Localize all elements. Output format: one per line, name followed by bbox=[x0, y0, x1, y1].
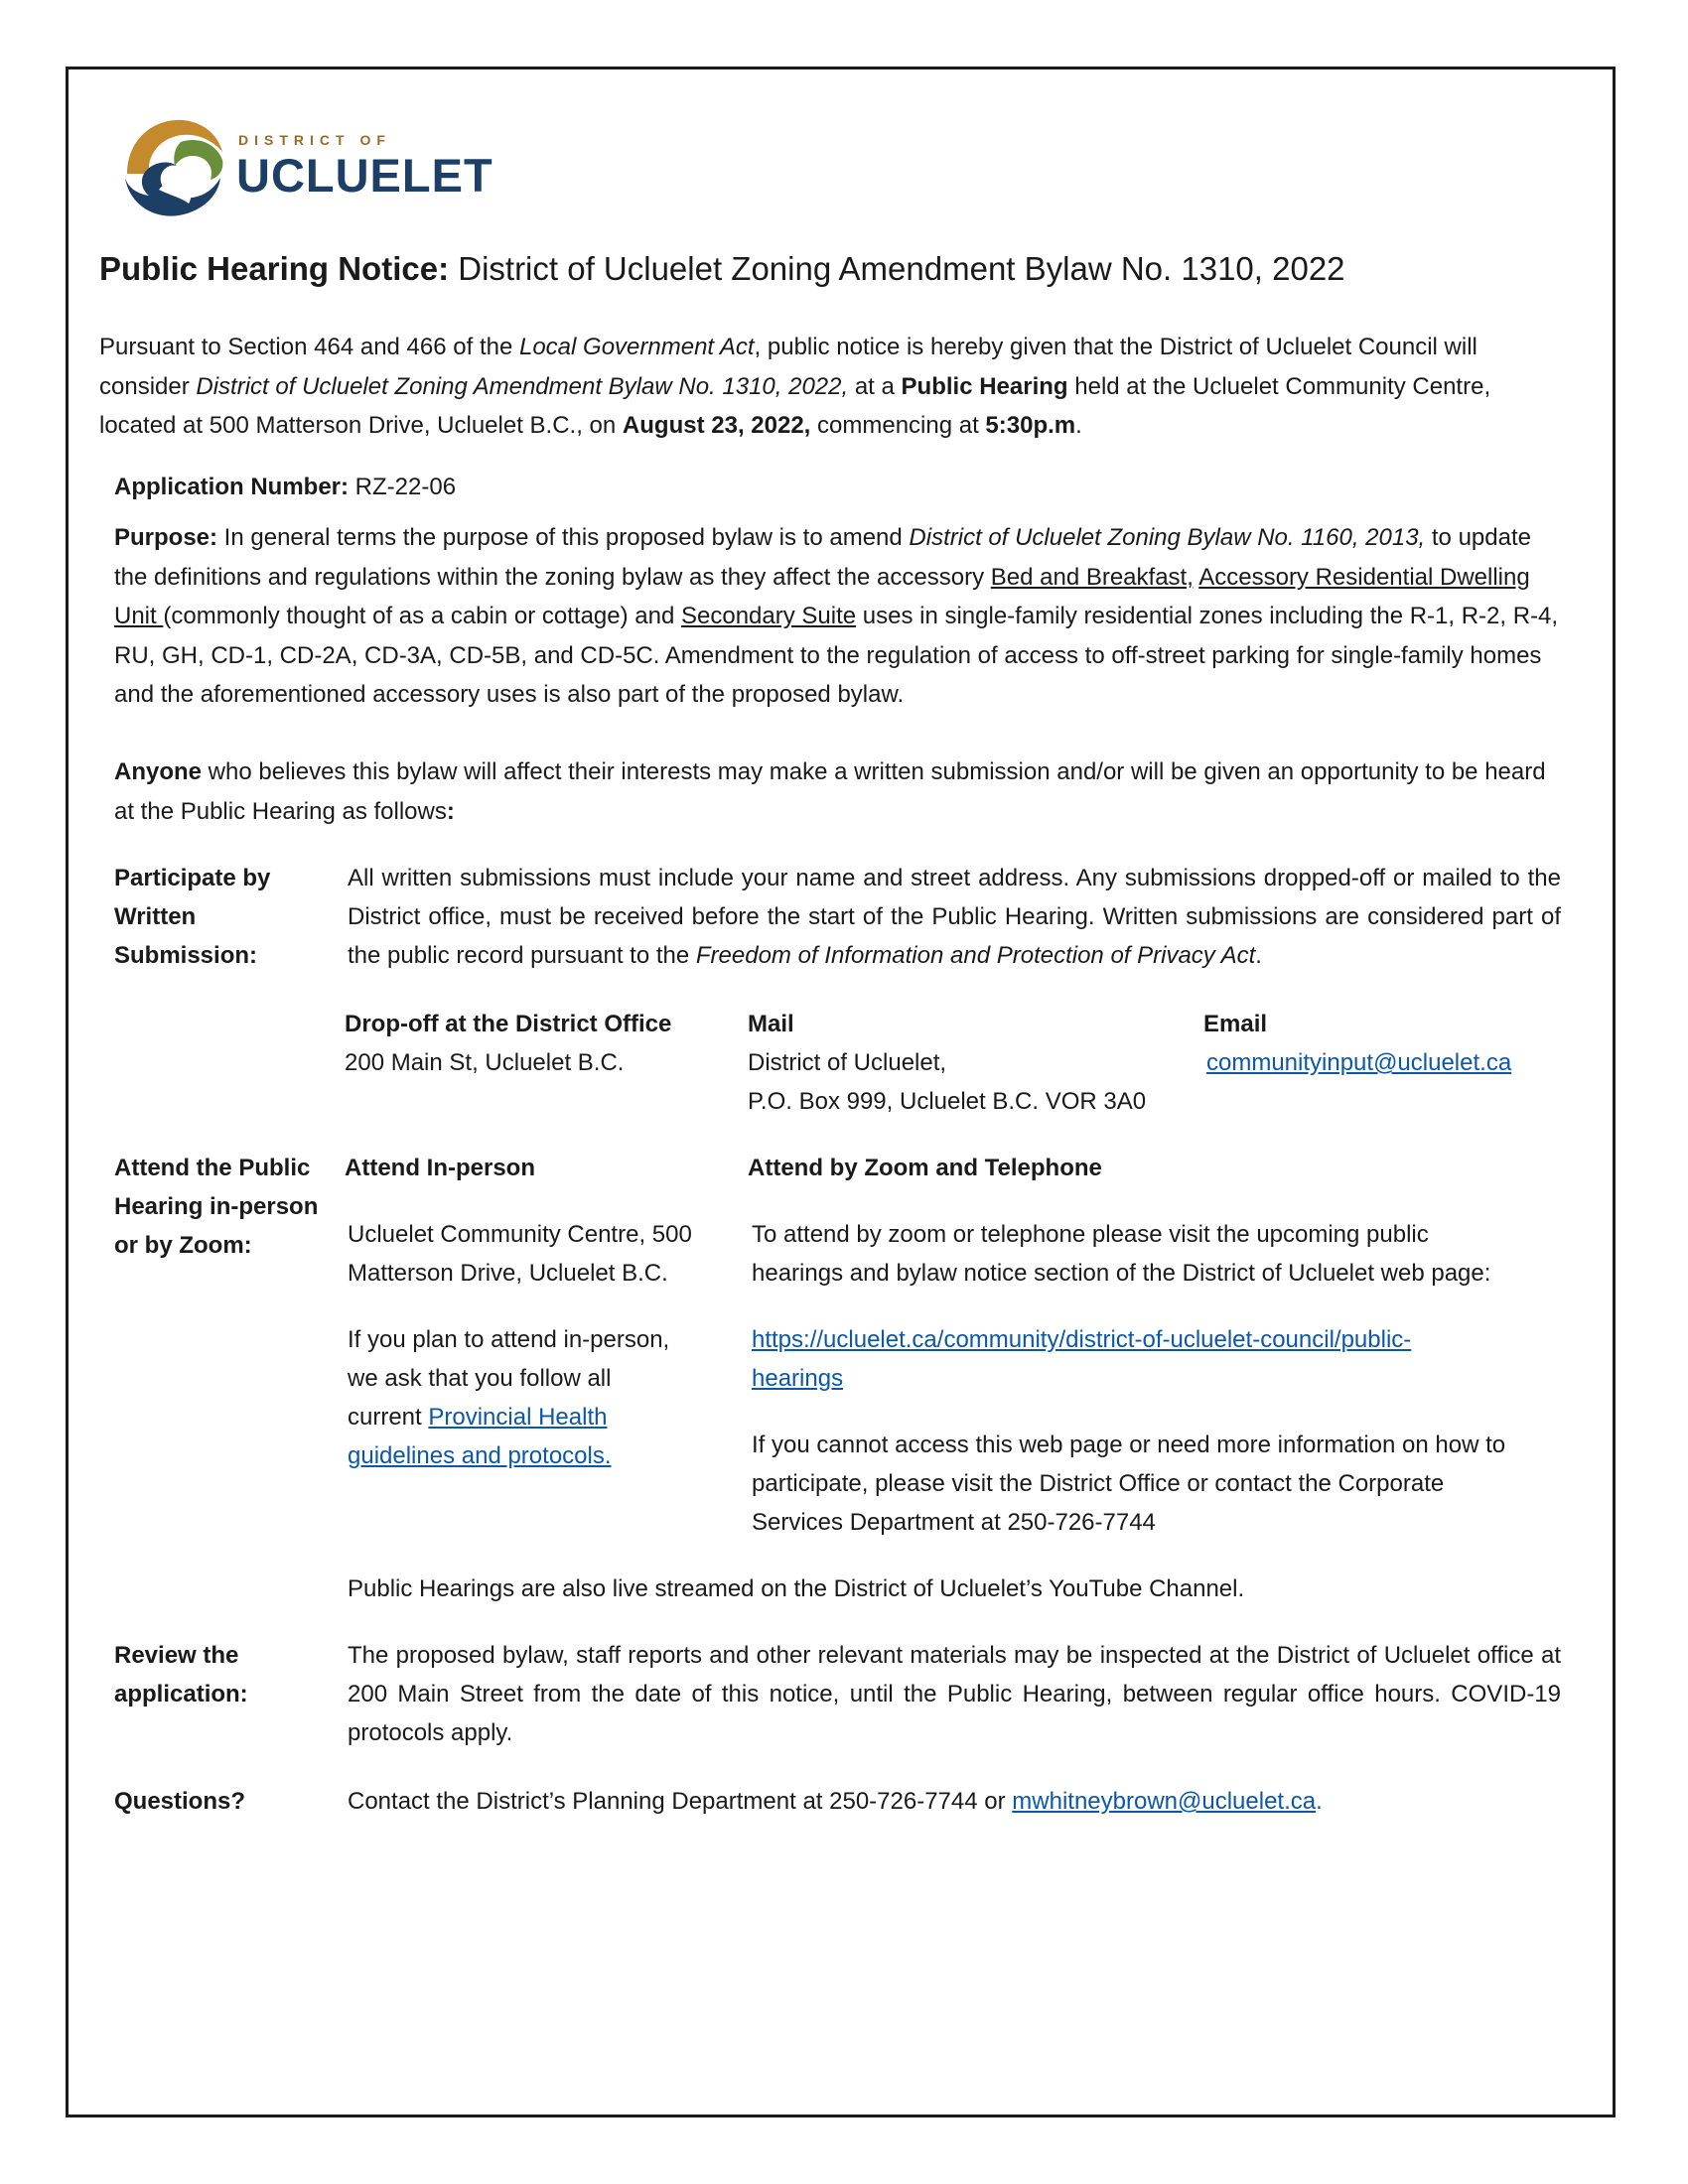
anyone-colon: : bbox=[446, 797, 455, 825]
attend-label-line: Hearing in-person bbox=[114, 1193, 319, 1220]
cannot-access-1: If you cannot access this web page or need more information on how to bbox=[752, 1432, 1506, 1458]
cannot-access-2: participate, please visit the District Office or contact the Corporate bbox=[752, 1470, 1445, 1497]
purpose-bed-and-breakfast: Bed and Breakfast, bbox=[990, 563, 1194, 591]
written-label-line: Written bbox=[114, 903, 197, 930]
mail-line-2: P.O. Box 999, Ucluelet B.C. VOR 3A0 bbox=[748, 1088, 1147, 1115]
mail-line-1: District of Ucluelet, bbox=[748, 1049, 947, 1076]
written-label-line: Submission: bbox=[114, 942, 258, 969]
email-heading: Email bbox=[1203, 1011, 1268, 1037]
logo-district-of: DISTRICT OF bbox=[238, 132, 391, 148]
zoom-heading: Attend by Zoom and Telephone bbox=[748, 1155, 1102, 1181]
review-label bbox=[114, 1636, 313, 1713]
review-label-line: application: bbox=[114, 1681, 248, 1707]
questions-label: Questions? bbox=[114, 1788, 246, 1815]
questions-text bbox=[348, 1782, 1559, 1821]
attend-label bbox=[114, 1149, 352, 1265]
dropoff-address: 200 Main St, Ucluelet B.C. bbox=[345, 1049, 625, 1076]
purpose-text: In general terms the purpose of this proposed bylaw is to amend bbox=[217, 524, 910, 551]
logo-ucluelet: UCLUELET bbox=[236, 149, 493, 202]
intro-text: at a bbox=[848, 372, 902, 400]
anyone-paragraph bbox=[114, 752, 1569, 831]
written-label bbox=[114, 859, 313, 975]
purpose-text: to update the definitions and regulations within the zoning bylaw as they affect the accessory bbox=[114, 524, 1531, 591]
purpose-text: (commonly thought of as a cabin or cottage) and bbox=[163, 603, 681, 629]
written-text-end: . bbox=[1255, 942, 1262, 969]
review-text: The proposed bylaw, staff reports and other relevant materials may be inspected at the District of Ucluelet office at 200 Main Street from the date of this notice, until the Public Hearing, between regular office hours. COVID-19 protocols apply. bbox=[348, 1642, 1561, 1746]
mail-heading: Mail bbox=[748, 1011, 794, 1037]
intro-text: held at the Ucluelet Community Centre, located at 500 Matterson Drive, Ucluelet B.C., on bbox=[99, 372, 1491, 439]
zoom-text-2: hearings and bylaw notice section of the District of Ucluelet web page: bbox=[752, 1260, 1491, 1287]
dropoff-heading: Drop-off at the District Office bbox=[345, 1011, 672, 1037]
intro-time: 5:30p.m bbox=[985, 412, 1076, 439]
provincial-health-link[interactable]: Provincial Health bbox=[428, 1404, 608, 1431]
attend-label-line: or by Zoom: bbox=[114, 1232, 252, 1259]
public-hearings-link[interactable]: https://ucluelet.ca/community/district-of-ucluelet-council/public- bbox=[752, 1326, 1412, 1353]
plan-current-text: current bbox=[348, 1404, 429, 1431]
planning-email-link[interactable]: mwhitneybrown@ucluelet.ca bbox=[1012, 1788, 1317, 1815]
anyone-bold: Anyone bbox=[114, 758, 203, 785]
intro-public-hearing: Public Hearing bbox=[901, 372, 1068, 400]
review-label-line: Review the bbox=[114, 1642, 239, 1669]
written-text bbox=[348, 859, 1561, 975]
plan-line-2: we ask that you follow all bbox=[348, 1365, 612, 1392]
intro-text: . bbox=[1075, 412, 1082, 439]
intro-text: , public notice is hereby given that the District of Ucluelet Council will consider bbox=[99, 334, 1477, 400]
cannot-access-3: Services Department at 250-726-7744 bbox=[752, 1509, 1156, 1536]
application-number bbox=[114, 468, 1564, 507]
intro-date: August 23, 2022, bbox=[622, 412, 811, 439]
intro-bylaw: District of Ucluelet Zoning Amendment Bylaw No. 1310, 2022, bbox=[196, 372, 849, 400]
title-rest: District of Ucluelet Zoning Amendment Bylaw No. 1310, 2022 bbox=[449, 250, 1345, 287]
purpose-secondary-suite: Secondary Suite bbox=[680, 603, 857, 629]
public-hearings-link-cont[interactable]: hearings bbox=[752, 1365, 844, 1392]
application-value: RZ-22-06 bbox=[349, 474, 457, 500]
attend-label-line: Attend the Public bbox=[114, 1155, 311, 1181]
written-text-body: All written submissions must include your name and street address. Any submissions dropped-off or mailed to the District office, must be received before the start of the Public Hearing. Written submissions are considered part of the public record pursuant to the bbox=[348, 865, 1561, 969]
plan-line-3 bbox=[348, 1398, 607, 1436]
district-logo bbox=[119, 112, 493, 221]
inperson-address-2: Matterson Drive, Ucluelet B.C. bbox=[348, 1260, 668, 1287]
inperson-heading: Attend In-person bbox=[345, 1155, 535, 1181]
written-label-line: Participate by bbox=[114, 865, 271, 891]
email-link[interactable]: communityinput@ucluelet.ca bbox=[1206, 1049, 1512, 1076]
guidelines-link[interactable]: guidelines and protocols. bbox=[348, 1442, 612, 1469]
purpose-accessory-unit: Accessory Residential Dwelling Unit bbox=[114, 563, 1530, 629]
ucluelet-wave-icon bbox=[119, 112, 228, 221]
questions-end: . bbox=[1316, 1788, 1323, 1815]
zoom-text-1: To attend by zoom or telephone please visit the upcoming public bbox=[752, 1221, 1429, 1248]
purpose-text: uses in single-family residential zones including the R-1, R-2, R-4, RU, GH, CD-1, CD-2A, CD-3A, CD-5B, and CD-5C. Amendment to the regulation of access to off-street parking for single-family homes and the aforementioned accessory uses is also part of the proposed bylaw. bbox=[114, 603, 1559, 708]
purpose-label: Purpose: bbox=[114, 524, 218, 551]
intro-act: Local Government Act bbox=[518, 334, 755, 360]
purpose-bylaw: District of Ucluelet Zoning Bylaw No. 1160, 2013, bbox=[909, 524, 1426, 551]
youtube-note: Public Hearings are also live streamed on the District of Ucluelet’s YouTube Channel. bbox=[348, 1575, 1245, 1602]
application-label: Application Number: bbox=[114, 474, 350, 500]
inperson-address-1: Ucluelet Community Centre, 500 bbox=[348, 1221, 692, 1248]
title-bold: Public Hearing Notice: bbox=[99, 250, 450, 287]
written-foi-act: Freedom of Information and Protection of Privacy Act bbox=[695, 942, 1256, 969]
anyone-text: who believes this bylaw will affect their interests may make a written submission and/or will be given an opportunity to be heard at the Public Hearing as follows bbox=[114, 758, 1546, 825]
intro-text: Pursuant to Section 464 and 466 of the bbox=[99, 334, 519, 360]
intro-paragraph bbox=[99, 328, 1569, 446]
page-title bbox=[99, 250, 1569, 288]
questions-contact-text: Contact the District’s Planning Department at 250-726-7744 or bbox=[348, 1788, 1013, 1815]
plan-line-1: If you plan to attend in-person, bbox=[348, 1326, 670, 1353]
intro-text: commencing at bbox=[810, 412, 986, 439]
purpose-paragraph bbox=[114, 518, 1569, 715]
